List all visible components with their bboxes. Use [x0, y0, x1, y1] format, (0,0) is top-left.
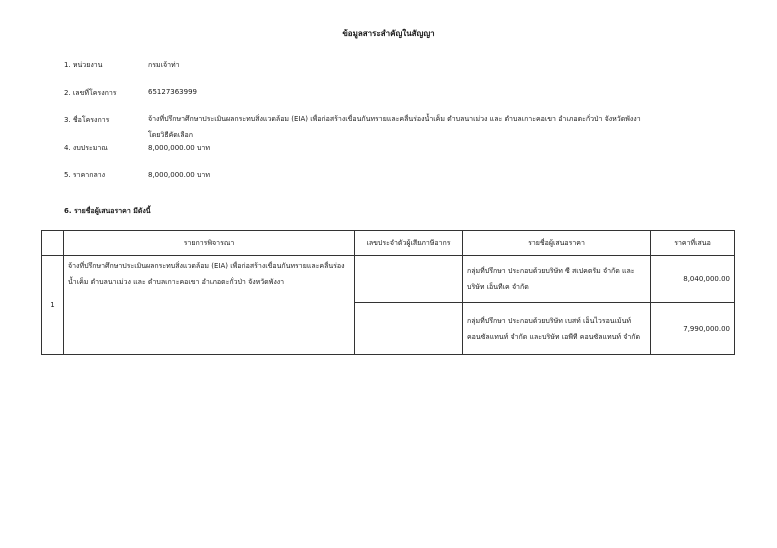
bidder-name: กลุ่มที่ปรึกษา ประกอบด้วยบริษัท ซี สเปคตรัม จำกัด และบริษัท เอ็นทีเค จำกัด — [463, 256, 651, 303]
project-number-label: 2. เลขที่โครงการ — [64, 89, 117, 97]
bidders-section-heading: 6. รายชื่อผู้เสนอราคา มีดังนี้ — [64, 207, 151, 215]
budget-value: 8,000,000.00 บาท — [148, 144, 210, 152]
agency-value: กรมเจ้าท่า — [148, 61, 180, 69]
header-item: รายการพิจารณา — [64, 231, 355, 256]
header-number — [42, 231, 64, 256]
project-name-value — [148, 111, 728, 143]
bidders-table — [41, 230, 735, 355]
budget-label: 4. งบประมาณ — [64, 144, 108, 152]
header-tax-id: เลขประจำตัวผู้เสียภาษีอากร — [355, 231, 463, 256]
bidder-tax-id — [355, 303, 463, 355]
project-number-value: 65127363999 — [148, 88, 197, 96]
header-price: ราคาที่เสนอ — [651, 231, 735, 256]
bidder-name: กลุ่มที่ปรึกษา ประกอบด้วยบริษัท เบสท์ เอ็นไวรอนเม้นท์ คอนซัลแทนท์ จำกัด และบริษัท เอพีที คอนซัลแทนท์ จำกัด — [463, 303, 651, 355]
median-price-label: 5. ราคากลาง — [64, 171, 106, 179]
agency-label: 1. หน่วยงาน — [64, 61, 103, 69]
bidder-price: 8,040,000.00 — [651, 256, 735, 303]
header-bidder-name: รายชื่อผู้เสนอราคา — [463, 231, 651, 256]
item-description: จ้างที่ปรึกษาศึกษาประเมินผลกระทบสิ่งแวดล้อม (EIA) เพื่อก่อสร้างเขื่อนกันทรายและคลื่นร่องน้ำเค็ม ตำบลนาเม่วง และ ตำบลเกาะคอเขา อำเภอตะกั่วป่า จังหวัดพังงา — [64, 256, 355, 355]
table-header-row — [42, 231, 735, 256]
procurement-method: โดยวิธีคัดเลือก — [148, 131, 193, 139]
bidder-price: 7,990,000.00 — [651, 303, 735, 355]
bidder-tax-id — [355, 256, 463, 303]
project-name-label: 3. ชื่อโครงการ — [64, 116, 110, 124]
median-price-value: 8,000,000.00 บาท — [148, 171, 210, 179]
row-number: 1 — [42, 256, 64, 355]
table-row — [42, 256, 735, 303]
project-name-text: จ้างที่ปรึกษาศึกษาประเมินผลกระทบสิ่งแวดล้อม (EIA) เพื่อก่อสร้างเขื่อนกันทรายและคลื่นร่องน้ำเค็ม ตำบลนาเม่วง และ ตำบลเกาะคอเขา อำเภอตะกั่วป่า จังหวัดพังงา — [148, 115, 641, 123]
page-title: ข้อมูลสาระสำคัญในสัญญา — [342, 29, 435, 38]
